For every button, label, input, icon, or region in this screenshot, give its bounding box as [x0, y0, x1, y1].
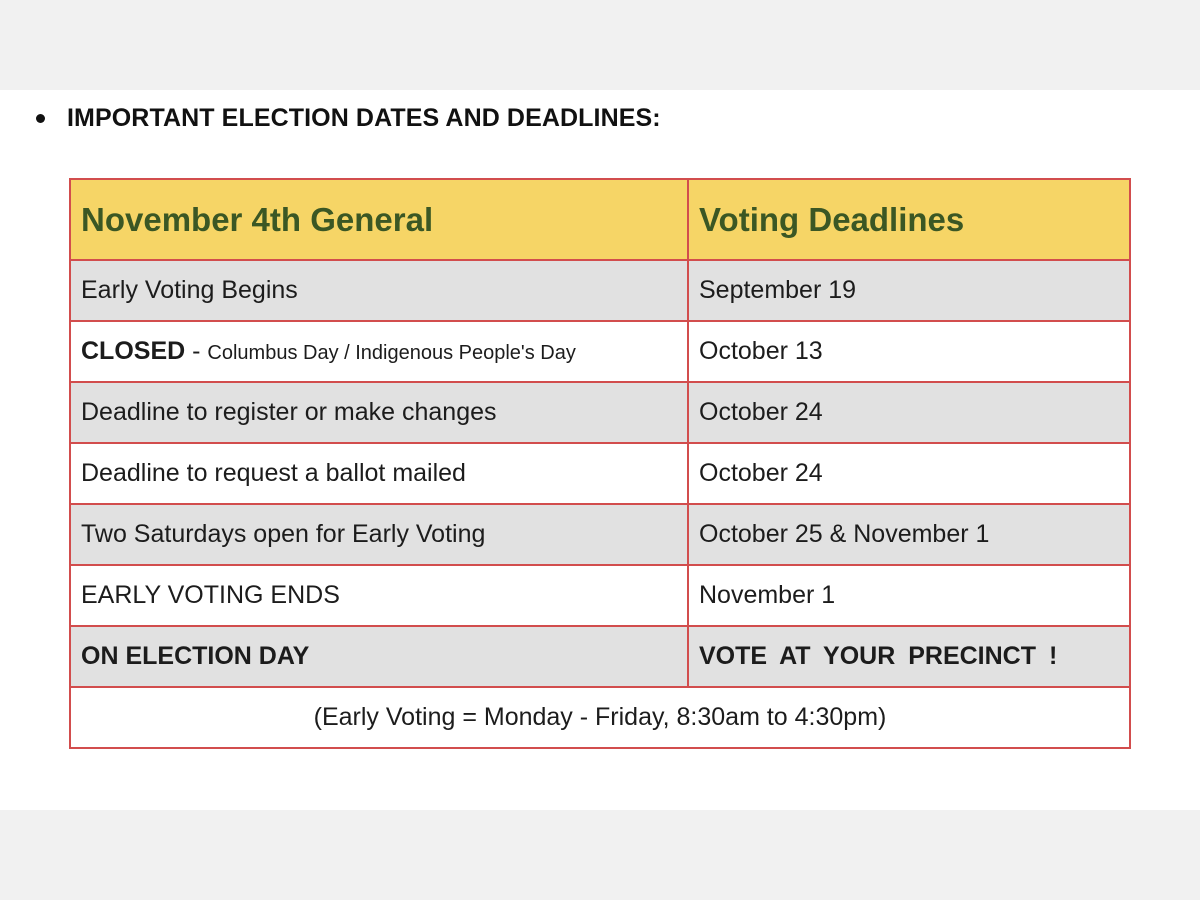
row-label: Early Voting Begins — [70, 260, 688, 321]
row-label: ON ELECTION DAY — [70, 626, 688, 687]
section-heading — [36, 98, 661, 138]
table-row — [70, 260, 1130, 321]
row-label: Two Saturdays open for Early Voting — [70, 504, 688, 565]
table-row — [70, 382, 1130, 443]
table-row — [70, 565, 1130, 626]
closed-separator: - — [185, 337, 208, 365]
row-date: October 25 & November 1 — [688, 504, 1130, 565]
table-row — [70, 504, 1130, 565]
section-heading-text: IMPORTANT ELECTION DATES AND DEADLINES: — [67, 103, 661, 132]
table-row — [70, 626, 1130, 687]
row-date: November 1 — [688, 565, 1130, 626]
row-date: VOTE AT YOUR PRECINCT ! — [688, 626, 1130, 687]
bullet-icon — [36, 114, 45, 123]
row-date: October 13 — [688, 321, 1130, 382]
table-footer-row — [70, 687, 1130, 748]
row-date: October 24 — [688, 382, 1130, 443]
table-row — [70, 321, 1130, 382]
header-cell-deadlines: Voting Deadlines — [688, 179, 1130, 260]
early-voting-hours-note: (Early Voting = Monday - Friday, 8:30am to 4:30pm) — [70, 687, 1130, 748]
table-header-row — [70, 179, 1130, 260]
row-date: October 24 — [688, 443, 1130, 504]
row-label: Deadline to register or make changes — [70, 382, 688, 443]
closed-detail: Columbus Day / Indigenous People's Day — [207, 342, 576, 364]
header-cell-election: November 4th General — [70, 179, 688, 260]
closed-label: CLOSED — [81, 337, 186, 365]
election-deadlines-table — [69, 178, 1131, 749]
row-label — [70, 321, 688, 382]
table-row — [70, 443, 1130, 504]
row-date: September 19 — [688, 260, 1130, 321]
row-label: EARLY VOTING ENDS — [70, 565, 688, 626]
row-label: Deadline to request a ballot mailed — [70, 443, 688, 504]
